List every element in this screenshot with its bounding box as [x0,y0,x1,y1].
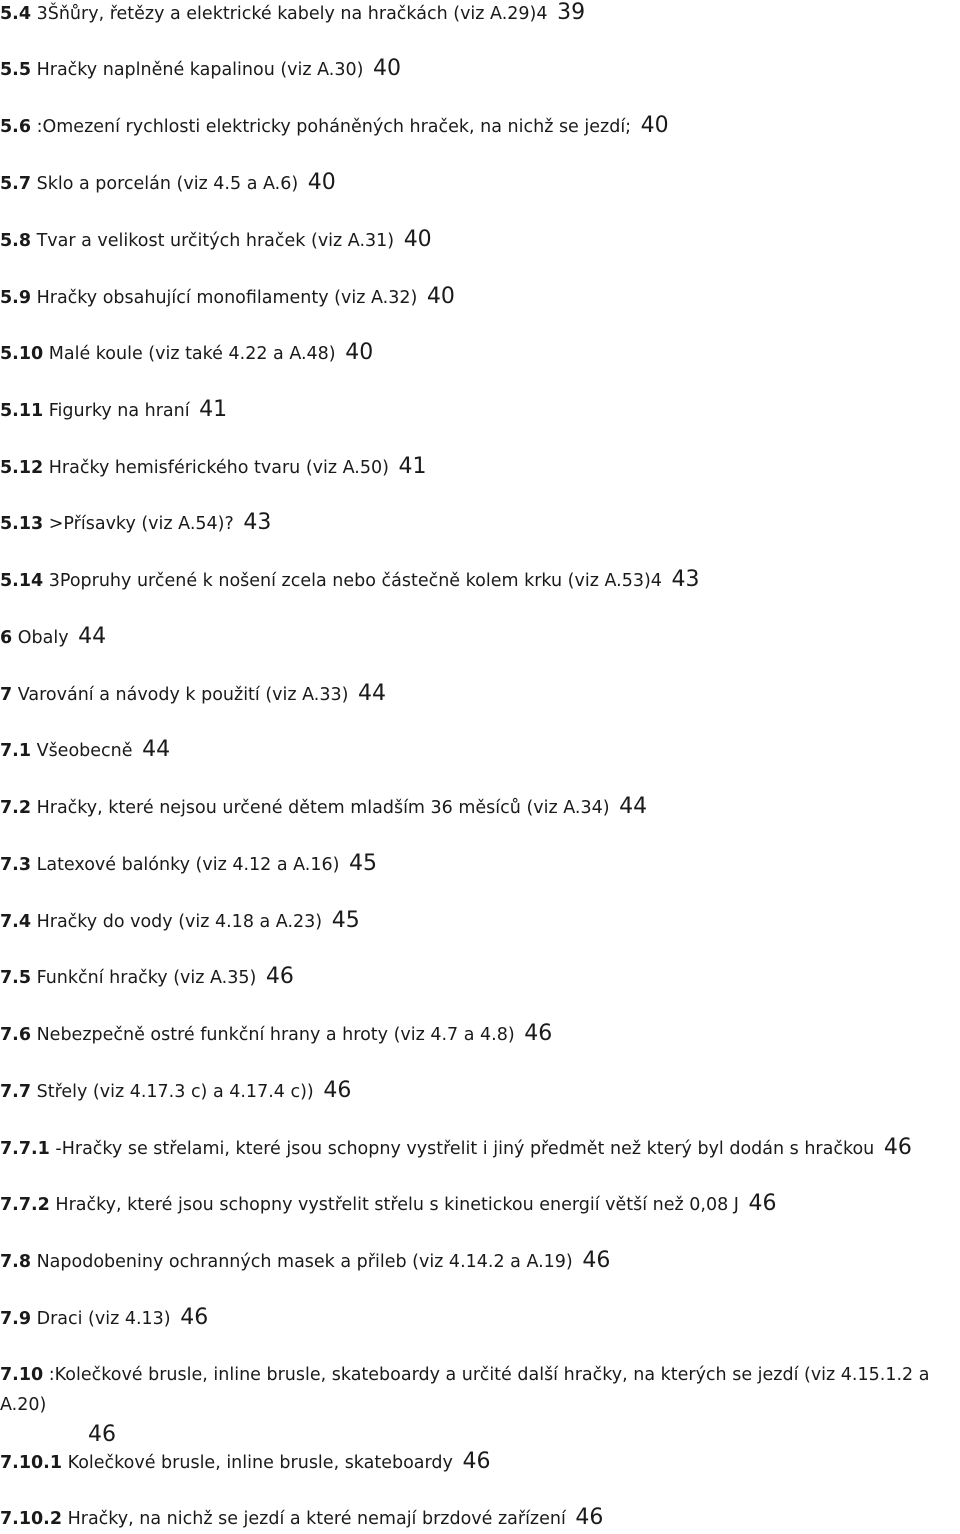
toc-entry-number: 7.9 [0,1309,32,1329]
toc-entry-page: 40 [307,170,336,195]
toc-entry-title: Hračky, které jsou schopny vystřelit střelu s kinetickou energií větší než 0,08 J [55,1195,739,1215]
toc-entry-number: 5.12 [0,458,44,478]
toc-entry-page: 46 [582,1248,611,1273]
toc-entry-page: 46 [883,1135,912,1160]
toc-entry [0,1303,960,1334]
toc-entry-page: 46 [524,1021,553,1046]
toc-entry-page: 44 [619,794,648,819]
toc-entry-title: Funkční hračky (viz A.35) [36,968,257,988]
toc-entry-number: 5.9 [0,288,32,308]
toc-entry [0,1189,960,1220]
toc-entry-title: Hračky naplněné kapalinou (viz A.30) [36,60,364,80]
toc-entry-page: 41 [398,454,427,479]
toc-entry-page: 45 [331,908,360,933]
toc-entry [0,735,960,766]
toc-entry-number: 7.1 [0,741,32,761]
toc-entry-number: 5.6 [0,117,32,137]
toc-entry-number: 5.10 [0,344,44,364]
toc-entry-number: 7.7.1 [0,1139,50,1159]
toc-entry-title: Hračky do vody (viz 4.18 a A.23) [36,912,323,932]
toc-entry-number: 7.10.1 [0,1453,63,1473]
toc-entry-number: 7.7 [0,1082,32,1102]
toc-entry-number: 6 [0,628,13,648]
toc-entry-number: 5.11 [0,401,44,421]
toc-entry-page: 43 [243,510,272,535]
toc-entry-page: 44 [78,624,107,649]
toc-entry [0,1503,960,1534]
toc-entry-page: 46 [265,964,294,989]
toc-entry-page: 46 [575,1505,604,1530]
toc-entry-page: 43 [671,567,700,592]
toc-entry-title: -Hračky se střelami, které jsou schopny vystřelit i jiný předmět než který byl dodán s hračkou [55,1139,875,1159]
toc-entry-title: Latexové balónky (viz 4.12 a A.16) [36,855,340,875]
toc-entry [0,452,960,483]
toc-entry-title: Všeobecně [36,741,133,761]
toc-entry [0,168,960,199]
toc-entry [0,1246,960,1277]
toc-entry-title: Napodobeniny ochranných masek a přileb (viz 4.14.2 a A.19) [36,1252,573,1272]
toc-entry-title: Obaly [17,628,69,648]
toc-entry-number: 5.5 [0,60,32,80]
toc-entry-title: Nebezpečně ostré funkční hrany a hroty (viz 4.7 a 4.8) [36,1025,515,1045]
toc-entry-title: :Omezení rychlosti elektricky poháněných hraček, na nichž se jezdí; [36,117,632,137]
toc-entry-number: 7.3 [0,855,32,875]
toc-entry [0,1360,960,1450]
toc-entry [0,962,960,993]
toc-entry [0,338,960,369]
toc-entry-title: Hračky, na nichž se jezdí a které nemají brzdové zařízení [67,1509,566,1529]
toc-entry [0,679,960,710]
toc-entry-page: 40 [403,227,432,252]
toc-entry-number: 7.10.2 [0,1509,63,1529]
toc-entry-page: 44 [358,681,387,706]
toc-entry [0,395,960,426]
toc-entry-title: >Přísavky (viz A.54)? [48,514,234,534]
toc-entry [0,1133,960,1164]
toc-entry-number: 7.6 [0,1025,32,1045]
toc-entry-page: 46 [88,1422,116,1447]
toc-entry-number: 7.5 [0,968,32,988]
toc-entry-number: 5.7 [0,174,32,194]
toc-entry [0,906,960,937]
toc-entry-page: 40 [345,340,374,365]
toc-entry [0,849,960,880]
toc-entry-title: Malé koule (viz také 4.22 a A.48) [48,344,336,364]
toc-entry-page: 46 [323,1078,352,1103]
toc-entry [0,1447,960,1478]
toc-entry [0,792,960,823]
toc-entry-number: 7.10 [0,1365,44,1385]
toc-entry-title: 3Popruhy určené k nošení zcela nebo částečně kolem krku (viz A.53)4 [48,571,662,591]
toc-entry [0,1076,960,1107]
toc-entry [0,1019,960,1050]
toc-entry-title: Sklo a porcelán (viz 4.5 a A.6) [36,174,299,194]
toc-entry-page: 45 [349,851,378,876]
toc-entry-title: :Kolečkové brusle, inline brusle, skateboardy a určité další hračky, na kterých se jezdí (viz 4.15.1.2 a A.20) [0,1365,930,1415]
toc-entry-page: 39 [557,0,586,25]
toc-entry [0,54,960,85]
toc-entry-title: Kolečkové brusle, inline brusle, skateboardy [67,1453,453,1473]
toc-entry-title: Hračky obsahující monofilamenty (viz A.32) [36,288,418,308]
toc-entry-page: 46 [462,1449,491,1474]
toc-entry-number: 7.2 [0,798,32,818]
toc-entry-number: 7 [0,685,13,705]
toc-entry-title: Varování a návody k použití (viz A.33) [17,685,349,705]
toc-entry [0,565,960,596]
toc-entry-page: 46 [180,1305,209,1330]
toc-entry-title: 3Šňůry, řetězy a elektrické kabely na hračkách (viz A.29)4 [36,4,548,24]
toc-entry [0,0,960,29]
toc-entry-number: 7.7.2 [0,1195,50,1215]
toc-entry-page: 40 [640,113,669,138]
toc-entry-title: Tvar a velikost určitých hraček (viz A.31) [36,231,395,251]
toc-entry-title: Draci (viz 4.13) [36,1309,171,1329]
toc-entry-page: 46 [748,1191,777,1216]
toc-entry-page: 40 [426,284,455,309]
toc-entry-title: Hračky hemisférického tvaru (viz A.50) [48,458,389,478]
toc-entry-number: 5.14 [0,571,44,591]
toc-entry-page: 40 [373,56,402,81]
toc-entry-title: Figurky na hraní [48,401,190,421]
toc-entry-number: 7.4 [0,912,32,932]
toc-entry-title: Hračky, které nejsou určené dětem mladším 36 měsíců (viz A.34) [36,798,610,818]
toc-entry-number: 7.8 [0,1252,32,1272]
toc-entry [0,508,960,539]
toc-entry [0,111,960,142]
toc-entry-number: 5.8 [0,231,32,251]
toc-entry [0,622,960,653]
toc-entry [0,282,960,313]
toc-entry-number: 5.4 [0,4,32,24]
toc-entry-title: Střely (viz 4.17.3 c) a 4.17.4 c)) [36,1082,314,1102]
toc-entry-page: 41 [199,397,228,422]
toc-entry [0,225,960,256]
toc-entry-page: 44 [142,737,171,762]
toc-entry-number: 5.13 [0,514,44,534]
